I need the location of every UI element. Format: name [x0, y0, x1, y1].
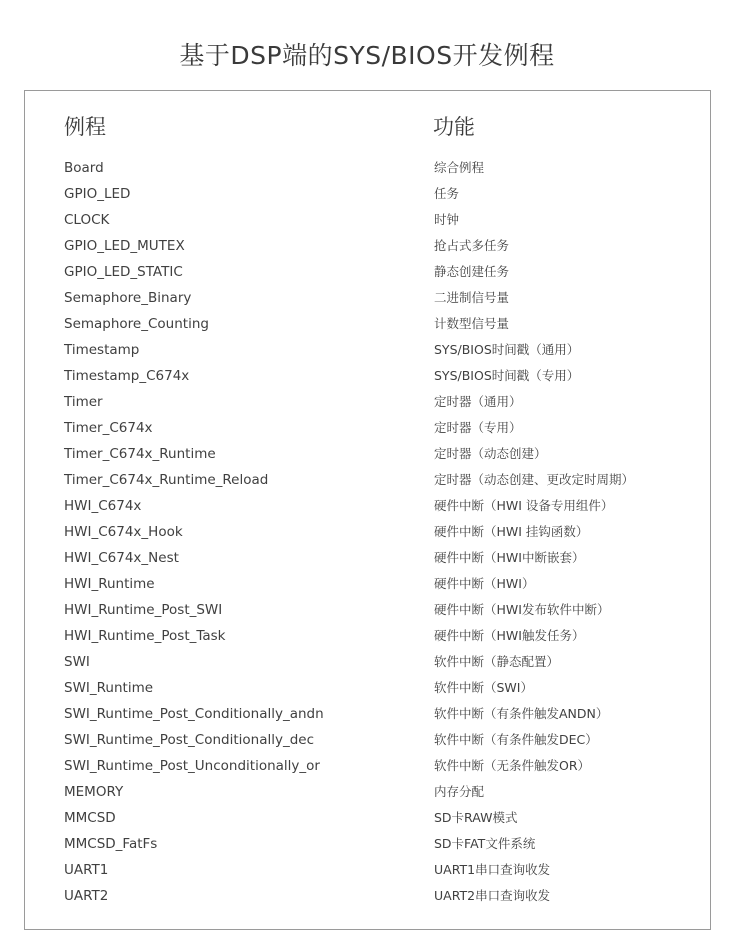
example-name: HWI_C674x	[64, 498, 142, 514]
example-function: UART1串口查询收发	[434, 862, 551, 877]
example-name: Timer	[64, 394, 103, 410]
table-row	[0, 389, 750, 415]
example-name: HWI_C674x_Hook	[64, 524, 183, 540]
example-name: Semaphore_Counting	[64, 316, 209, 332]
example-name: HWI_Runtime_Post_Task	[64, 628, 226, 644]
table-row	[0, 649, 750, 675]
table-row	[0, 415, 750, 441]
table-row	[0, 181, 750, 207]
example-name: HWI_C674x_Nest	[64, 550, 179, 566]
example-name: Timestamp_C674x	[64, 368, 190, 384]
example-name: Semaphore_Binary	[64, 290, 192, 306]
page-title: 基于DSP端的SYS/BIOS开发例程	[179, 41, 555, 70]
example-name: HWI_Runtime	[64, 576, 155, 592]
table-row	[0, 571, 750, 597]
example-function: 任务	[434, 186, 460, 201]
example-function: 软件中断（静态配置）	[434, 654, 560, 669]
example-function: 软件中断（无条件触发OR）	[434, 758, 591, 773]
example-function: 软件中断（有条件触发DEC）	[434, 732, 598, 747]
example-name: GPIO_LED_MUTEX	[64, 238, 185, 254]
example-function: 内存分配	[434, 784, 485, 799]
example-function: 定时器（动态创建、更改定时周期）	[434, 472, 635, 487]
example-name: HWI_Runtime_Post_SWI	[64, 602, 223, 618]
table-row	[0, 337, 750, 363]
example-function: 时钟	[434, 212, 460, 227]
example-function: SD卡RAW模式	[434, 810, 518, 825]
example-function: 硬件中断（HWI触发任务）	[434, 628, 585, 643]
example-function: SYS/BIOS时间戳（通用）	[434, 342, 580, 357]
table-row	[0, 805, 750, 831]
example-name: GPIO_LED_STATIC	[64, 264, 183, 280]
table-row	[0, 597, 750, 623]
example-name: MMCSD_FatFs	[64, 836, 158, 852]
example-function: UART2串口查询收发	[434, 888, 551, 903]
table-row	[0, 363, 750, 389]
example-function: 软件中断（SWI）	[434, 680, 533, 695]
table-row	[0, 155, 750, 181]
example-function: 定时器（通用）	[434, 394, 522, 409]
example-function: SD卡FAT文件系统	[434, 836, 536, 851]
table-row	[0, 727, 750, 753]
example-function: 定时器（专用）	[434, 420, 522, 435]
table-row	[0, 311, 750, 337]
example-function: SYS/BIOS时间戳（专用）	[434, 368, 580, 383]
example-name: Timer_C674x_Runtime	[64, 446, 216, 462]
example-name: Board	[64, 160, 104, 176]
table-row	[0, 207, 750, 233]
example-function: 硬件中断（HWI 挂钩函数）	[434, 524, 589, 539]
examples-list	[0, 155, 750, 909]
example-name: Timer_C674x	[64, 420, 153, 436]
column-header-function: 功能	[433, 115, 475, 139]
table-row	[0, 883, 750, 909]
table-row	[0, 779, 750, 805]
example-name: SWI_Runtime_Post_Conditionally_dec	[64, 732, 315, 748]
table-row	[0, 233, 750, 259]
example-name: SWI_Runtime_Post_Conditionally_andn	[64, 706, 324, 722]
example-function: 硬件中断（HWI 设备专用组件）	[434, 498, 614, 513]
table-row	[0, 285, 750, 311]
example-function: 二进制信号量	[434, 290, 510, 305]
table-row	[0, 519, 750, 545]
example-name: Timestamp	[64, 342, 140, 358]
example-name: SWI_Runtime	[64, 680, 154, 696]
example-name: SWI_Runtime_Post_Unconditionally_or	[64, 758, 320, 774]
example-function: 计数型信号量	[434, 316, 510, 331]
table-row	[0, 831, 750, 857]
example-function: 软件中断（有条件触发ANDN）	[434, 706, 609, 721]
example-function: 硬件中断（HWI发布软件中断）	[434, 602, 610, 617]
example-name: MMCSD	[64, 810, 116, 826]
example-name: GPIO_LED	[64, 186, 131, 202]
example-function: 抢占式多任务	[434, 238, 510, 253]
example-function: 定时器（动态创建）	[434, 446, 547, 461]
table-row	[0, 545, 750, 571]
table-row	[0, 441, 750, 467]
example-function: 硬件中断（HWI）	[434, 576, 535, 591]
example-function: 静态创建任务	[434, 264, 510, 279]
column-header-example: 例程	[64, 115, 106, 139]
table-row	[0, 857, 750, 883]
table-row	[0, 467, 750, 493]
table-row	[0, 493, 750, 519]
example-name: MEMORY	[64, 784, 124, 800]
example-name: UART2	[64, 888, 109, 904]
table-row	[0, 753, 750, 779]
table-row	[0, 623, 750, 649]
example-name: CLOCK	[64, 212, 110, 228]
table-row	[0, 259, 750, 285]
table-row	[0, 701, 750, 727]
example-name: Timer_C674x_Runtime_Reload	[64, 472, 269, 488]
table-row	[0, 675, 750, 701]
example-function: 综合例程	[434, 160, 485, 175]
example-function: 硬件中断（HWI中断嵌套）	[434, 550, 585, 565]
example-name: UART1	[64, 862, 109, 878]
example-name: SWI	[64, 654, 90, 670]
